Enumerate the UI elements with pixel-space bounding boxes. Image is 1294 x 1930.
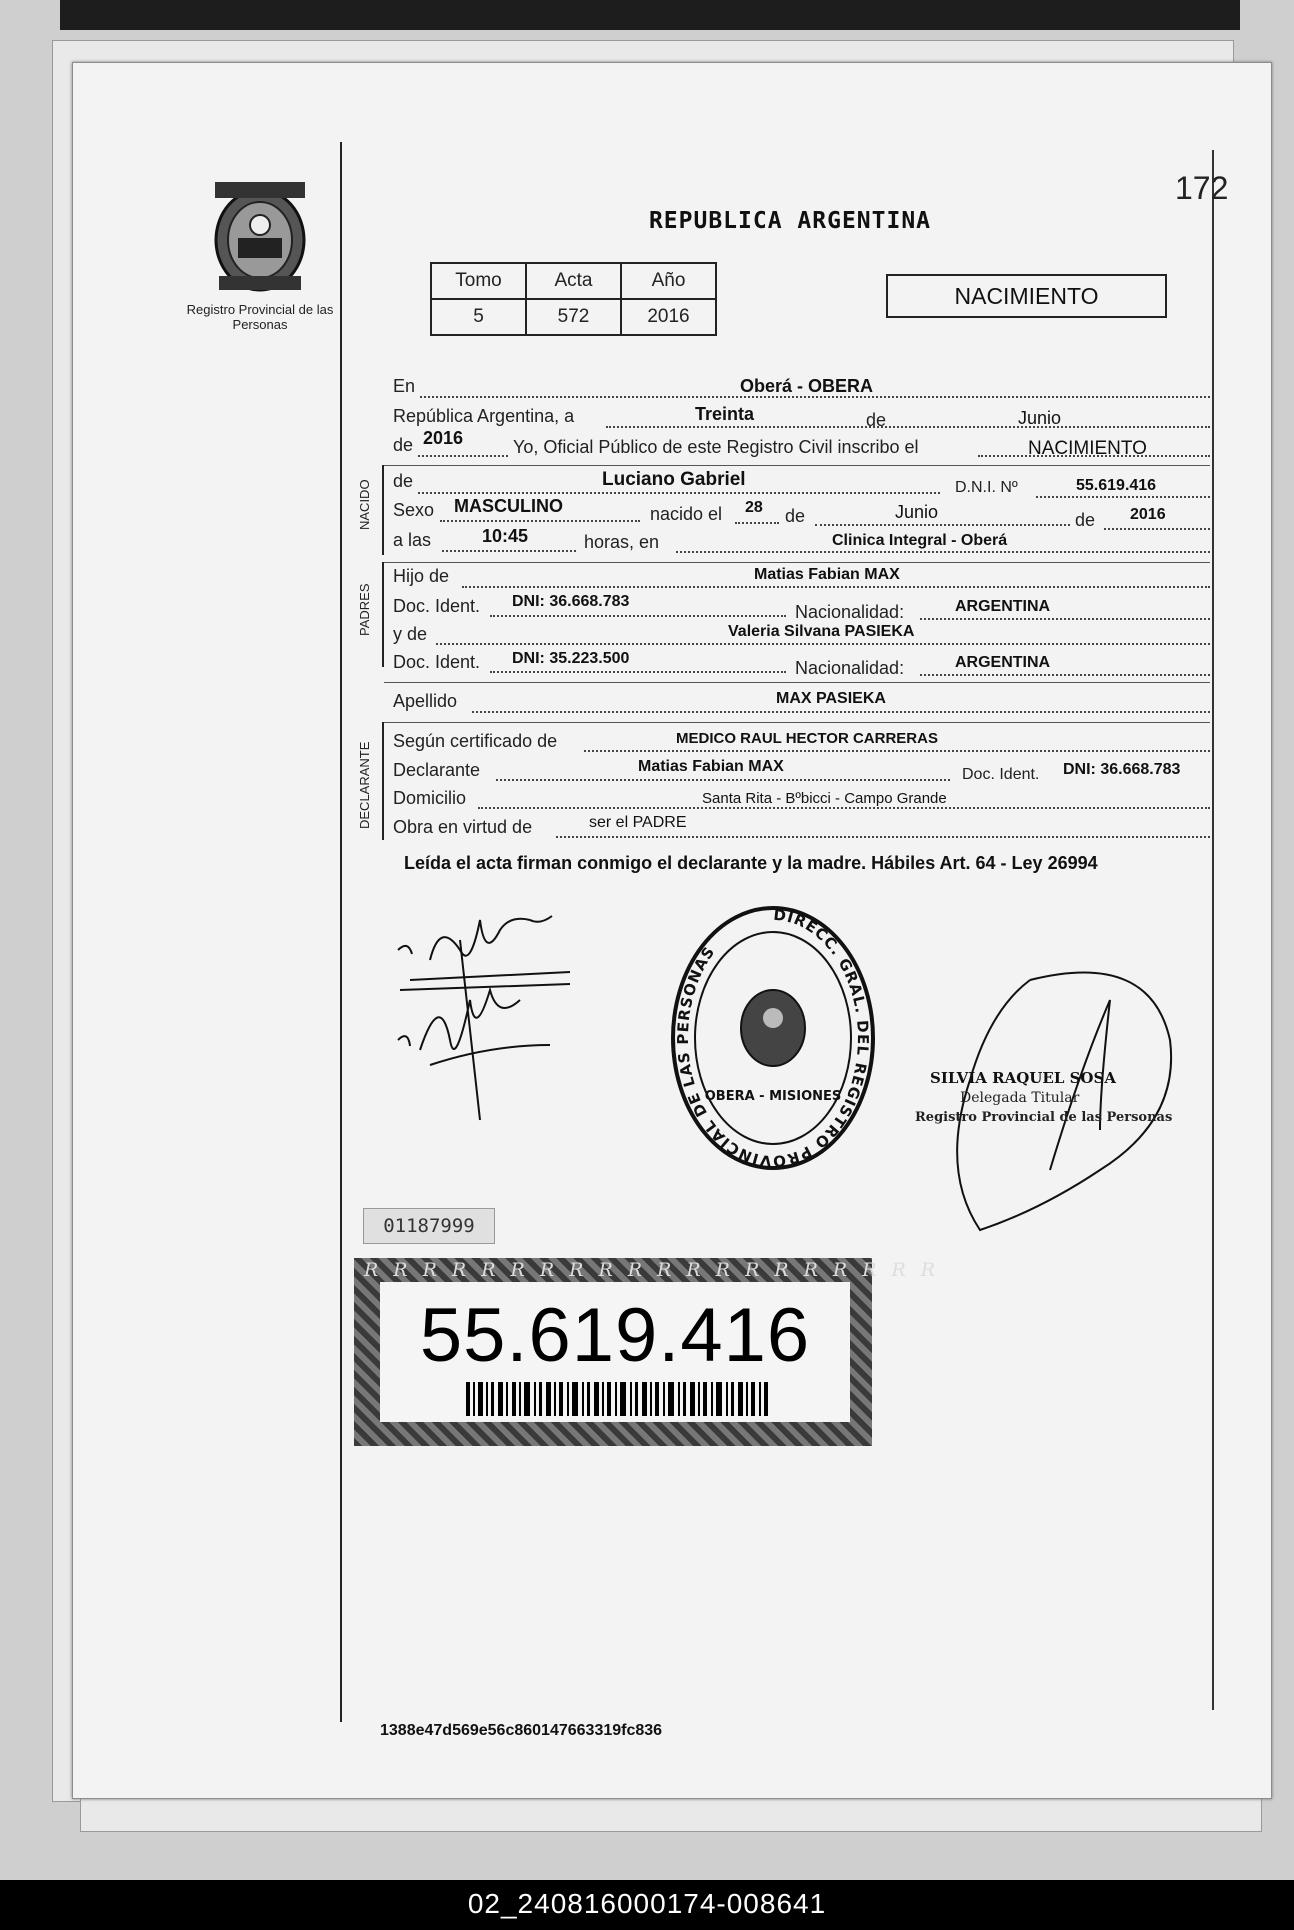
declarant-name-value: Matias Fabian MAX: [638, 758, 784, 775]
dotted-line: [418, 492, 940, 494]
dotted-line: [1036, 496, 1210, 498]
official-organization: Registro Provincial de las Personas: [915, 1110, 1173, 1125]
side-label-padres: PADRES: [357, 583, 372, 637]
a-las-label: a las: [393, 530, 432, 550]
dotted-line: [442, 550, 576, 552]
address-value: Santa Rita - Bºbicci - Campo Grande: [702, 790, 947, 807]
dotted-line: [815, 524, 1070, 526]
nacionalidad-label: Nacionalidad:: [795, 658, 905, 678]
doc-ident-label: Doc. Ident.: [393, 596, 481, 616]
domicilio-label: Domicilio: [393, 788, 467, 808]
sticker-number: 55.619.416: [419, 1293, 811, 1378]
obra-label: Obra en virtud de: [393, 817, 533, 837]
closing-statement: Leída el acta firman conmigo el declarante y la madre. Hábiles Art. 64 - Ley 26994: [404, 853, 1098, 873]
document-title: REPUBLICA ARGENTINA: [648, 208, 932, 234]
control-number-stamp: 01187999: [363, 1208, 495, 1244]
dotted-line: [606, 426, 1210, 428]
day-value: Treinta: [695, 404, 755, 424]
side-label-declarante: DECLARANTE: [357, 741, 372, 829]
dotted-line: [478, 807, 1210, 809]
dotted-line: [676, 551, 1210, 553]
record-type-box: NACIMIENTO: [886, 274, 1167, 318]
sexo-value: MASCULINO: [454, 496, 563, 516]
record-reference-table: [430, 262, 717, 336]
registry-seal: [668, 900, 878, 1170]
mother-nationality-value: ARGENTINA: [955, 654, 1051, 671]
seal-inner-text: OBERA - MISIONES: [704, 1089, 842, 1104]
section-bracket: [382, 562, 384, 667]
section-bracket: [382, 465, 384, 555]
registry-label: Registro Provincial de las Personas: [186, 302, 334, 332]
dotted-line: [440, 520, 640, 522]
dotted-line: [490, 671, 786, 673]
declarante-doc-label: Doc. Ident.: [962, 766, 1040, 783]
dotted-line: [1104, 528, 1210, 530]
child-dni-value: 55.619.416: [1076, 477, 1157, 494]
tomo-value: 5: [431, 299, 526, 335]
security-sticker: [354, 1258, 951, 1446]
dotted-line: [496, 779, 950, 781]
dotted-line: [920, 618, 1210, 620]
anio-value: 2016: [621, 299, 716, 335]
dotted-line: [920, 674, 1210, 676]
en-value: Oberá - OBERA: [740, 376, 874, 396]
folder-edge: [60, 0, 1240, 30]
official-role: Delegada Titular: [960, 1090, 1080, 1106]
de-label: de: [866, 410, 887, 430]
barcode-icon: [466, 1382, 768, 1416]
de-label: de: [785, 506, 806, 526]
declarant-signature: [390, 890, 600, 1120]
birth-month-value: Junio: [895, 502, 939, 522]
provincial-crest-icon: [205, 180, 315, 295]
left-margin-rule: [340, 142, 342, 1722]
nacido-el-label: nacido el: [650, 504, 723, 524]
certificado-label: Según certificado de: [393, 731, 558, 751]
mother-doc-value: DNI: 35.223.500: [512, 650, 630, 667]
dni-label: D.N.I. Nº: [955, 479, 1018, 496]
birth-day-value: 28: [745, 499, 763, 516]
sexo-label: Sexo: [393, 500, 435, 520]
declarante-label: Declarante: [393, 760, 481, 780]
anio-header: Año: [621, 263, 716, 299]
dotted-line: [556, 836, 1210, 838]
de-label: de: [1075, 510, 1096, 530]
en-label: En: [393, 376, 416, 396]
mother-name-value: Valeria Silvana PASIEKA: [728, 623, 915, 640]
right-margin-rule: [1212, 150, 1214, 1710]
de-label: de: [393, 435, 414, 455]
tomo-header: Tomo: [431, 263, 526, 299]
inscribo-text: Yo, Oficial Público de este Registro Civil inscribo el: [513, 437, 919, 457]
birth-time-value: 10:45: [482, 526, 529, 546]
birth-place-value: Clinica Integral - Oberá: [832, 532, 1008, 549]
hijo-de-label: Hijo de: [393, 566, 450, 586]
child-name-value: Luciano Gabriel: [602, 469, 746, 490]
seal-ring-text: DIRECC. GRAL. DEL REGISTRO PROVINCIAL DE LAS PERSONAS: [673, 905, 873, 1170]
de-label: de: [393, 471, 414, 491]
document-hash: 1388e47d569e56c860147663319fc836: [380, 1722, 663, 1739]
father-nationality-value: ARGENTINA: [955, 598, 1051, 615]
father-name-value: Matias Fabian MAX: [754, 566, 900, 583]
certificate-value: MEDICO RAUL HECTOR CARRERAS: [676, 730, 938, 747]
apellido-label: Apellido: [393, 691, 458, 711]
section-divider: [384, 722, 1210, 723]
side-label-nacido: NACIDO: [357, 479, 372, 531]
dotted-line: [472, 711, 1210, 713]
dotted-line: [418, 455, 508, 457]
section-divider: [384, 465, 1210, 466]
dotted-line: [735, 522, 779, 524]
doc-ident-label: Doc. Ident.: [393, 652, 481, 672]
section-bracket: [382, 722, 384, 840]
dotted-line: [462, 586, 1210, 588]
scan-footer-id: 02_240816000174-008641: [467, 1888, 827, 1919]
sticker-pattern-strip: RRRRRRRRRRRRRRRRRRRR: [364, 1259, 951, 1281]
nacionalidad-label: Nacionalidad:: [795, 602, 905, 622]
declarant-doc-value: DNI: 36.668.783: [1063, 761, 1181, 778]
sticker-label: [380, 1282, 850, 1422]
dotted-line: [436, 643, 1210, 645]
acta-value: 572: [526, 299, 621, 335]
birth-year-value: 2016: [1130, 506, 1166, 523]
republica-label: República Argentina, a: [393, 406, 575, 426]
father-doc-value: DNI: 36.668.783: [512, 593, 630, 610]
y-de-label: y de: [393, 624, 428, 644]
section-divider: [384, 562, 1210, 563]
obra-value: ser el PADRE: [589, 814, 687, 831]
dotted-line: [584, 750, 1210, 752]
page-number: 172: [1175, 170, 1229, 206]
inscribo-value: NACIMIENTO: [1028, 438, 1147, 459]
surname-value: MAX PASIEKA: [776, 690, 886, 707]
year-value: 2016: [423, 428, 464, 448]
dotted-line: [490, 615, 786, 617]
acta-header: Acta: [526, 263, 621, 299]
official-name: SILVIA RAQUEL SOSA: [930, 1069, 1116, 1087]
month-value: Junio: [1018, 408, 1062, 428]
section-divider: [384, 682, 1210, 683]
horas-en-label: horas, en: [584, 532, 660, 552]
